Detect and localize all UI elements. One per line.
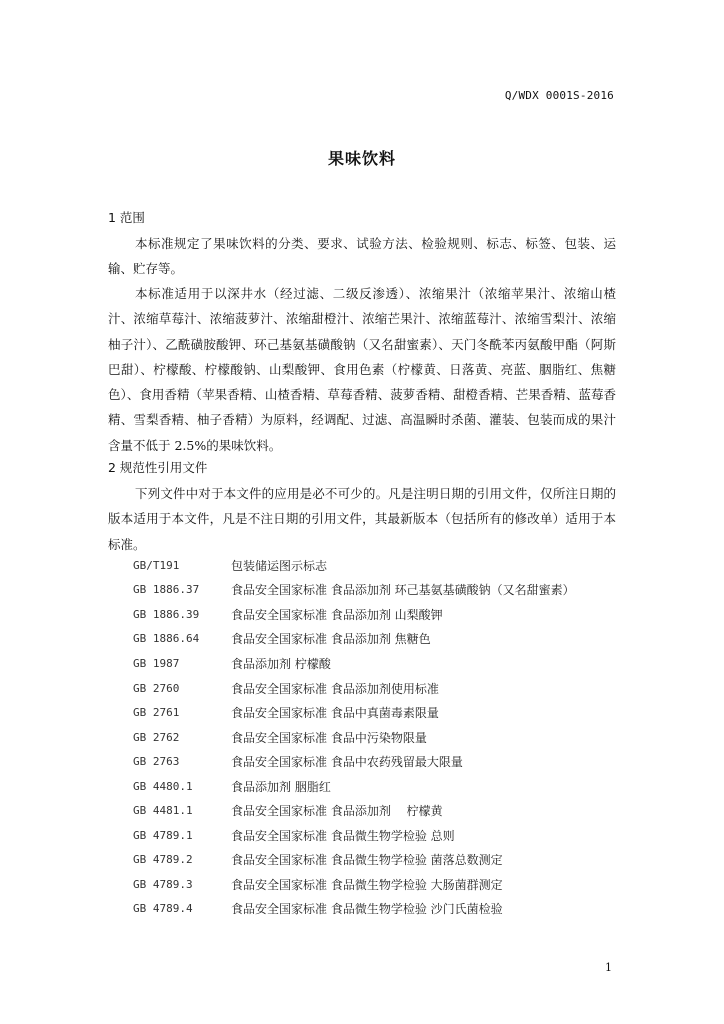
reference-code: GB 2763 [133, 755, 180, 769]
reference-list [133, 553, 613, 921]
reference-title: 食品安全国家标准 食品中农药残留最大限量 [231, 755, 463, 770]
page-number: 1 [605, 961, 612, 974]
reference-code: GB 4481.1 [133, 804, 193, 818]
reference-code: GB 1886.64 [133, 632, 200, 646]
reference-title: 食品安全国家标准 食品中真菌毒素限量 [231, 706, 439, 721]
reference-row [133, 651, 613, 676]
reference-code: GB 2760 [133, 681, 180, 695]
reference-row [133, 872, 613, 897]
reference-title: 食品安全国家标准 食品微生物学检验 总则 [231, 828, 455, 843]
reference-title: 食品安全国家标准 食品微生物学检验 菌落总数测定 [231, 853, 503, 868]
reference-code: GB 4480.1 [133, 779, 193, 793]
reference-code: GB 2762 [133, 730, 180, 744]
scope-paragraph-2: 本标准适用于以深井水（经过滤、二级反渗透）、浓缩果汁（浓缩苹果汁、浓缩山楂汁、浓缩草莓汁、浓缩菠萝汁、浓缩甜橙汁、浓缩芒果汁、浓缩蓝莓汁、浓缩雪梨汁、浓缩柚子汁）、乙酰磺胺酸钾、环己基氨基磺酸钠（又名甜蜜素）、天门冬酰苯丙氨酸甲酯（阿斯巴甜）、柠檬酸、柠檬酸钠、山梨酸钾、食用色素（柠檬黄、日落黄、亮蓝、胭脂红、焦糖色）、食用香精（苹果香精、山楂香精、草莓香精、菠萝香精、甜橙香精、芒果香精、蓝莓香精、雪梨香精、柚子香精）为原料，经调配、过滤、高温瞬时杀菌、灌装、包装而成的果汁含量不低于 2.5%的果味饮料。 [108, 286, 616, 453]
reference-title: 食品安全国家标准 食品添加剂使用标准 [231, 681, 439, 696]
reference-title: 食品安全国家标准 食品微生物学检验 沙门氏菌检验 [231, 902, 503, 917]
reference-title: 食品安全国家标准 食品添加剂 环己基氨基磺酸钠（又名甜蜜素） [231, 583, 575, 598]
reference-row [133, 823, 613, 848]
reference-row [133, 749, 613, 774]
scope-paragraph-1: 本标准规定了果味饮料的分类、要求、试验方法、检验规则、标志、标签、包装、运输、贮存等。 [108, 236, 616, 277]
reference-code: GB 4789.4 [133, 902, 193, 916]
reference-code: GB 1987 [133, 656, 180, 670]
reference-row [133, 676, 613, 701]
reference-row [133, 897, 613, 922]
normative-references-paragraph: 下列文件中对于本文件的应用是必不可少的。凡是注明日期的引用文件，仅所注日期的版本适用于本文件，凡是不注日期的引用文件，其最新版本（包括所有的修改单）适用于本标准。 [108, 486, 616, 552]
reference-row [133, 578, 613, 603]
reference-title: 食品安全国家标准 食品添加剂 焦糖色 [231, 632, 431, 647]
reference-title: 食品安全国家标准 食品中污染物限量 [231, 730, 427, 745]
section-heading-normative-references: 2 规范性引用文件 [108, 460, 208, 475]
reference-code: GB 1886.39 [133, 607, 200, 621]
reference-title: 食品安全国家标准 食品添加剂 山梨酸钾 [231, 607, 443, 622]
reference-row [133, 700, 613, 725]
reference-row [133, 602, 613, 627]
reference-title: 食品添加剂 胭脂红 [231, 779, 331, 794]
document-title: 果味饮料 [327, 149, 396, 168]
document-code: Q/WDX 0001S-2016 [504, 89, 614, 102]
reference-row [133, 725, 613, 750]
reference-title: 食品添加剂 柠檬酸 [231, 656, 331, 671]
reference-code: GB 1886.37 [133, 583, 200, 597]
reference-code: GB 4789.2 [133, 853, 193, 867]
reference-row [133, 848, 613, 873]
reference-row [133, 553, 613, 578]
reference-code: GB 4789.1 [133, 828, 193, 842]
reference-title: 食品安全国家标准 食品添加剂 柠檬黄 [231, 804, 443, 819]
reference-title: 食品安全国家标准 食品微生物学检验 大肠菌群测定 [231, 877, 503, 892]
reference-row [133, 627, 613, 652]
reference-row [133, 774, 613, 799]
reference-row [133, 798, 613, 823]
reference-code: GB 4789.3 [133, 877, 193, 891]
reference-code: GB/T191 [133, 558, 180, 572]
reference-code: GB 2761 [133, 706, 180, 720]
reference-title: 包装储运图示标志 [231, 558, 328, 573]
section-heading-scope: 1 范围 [108, 210, 145, 225]
